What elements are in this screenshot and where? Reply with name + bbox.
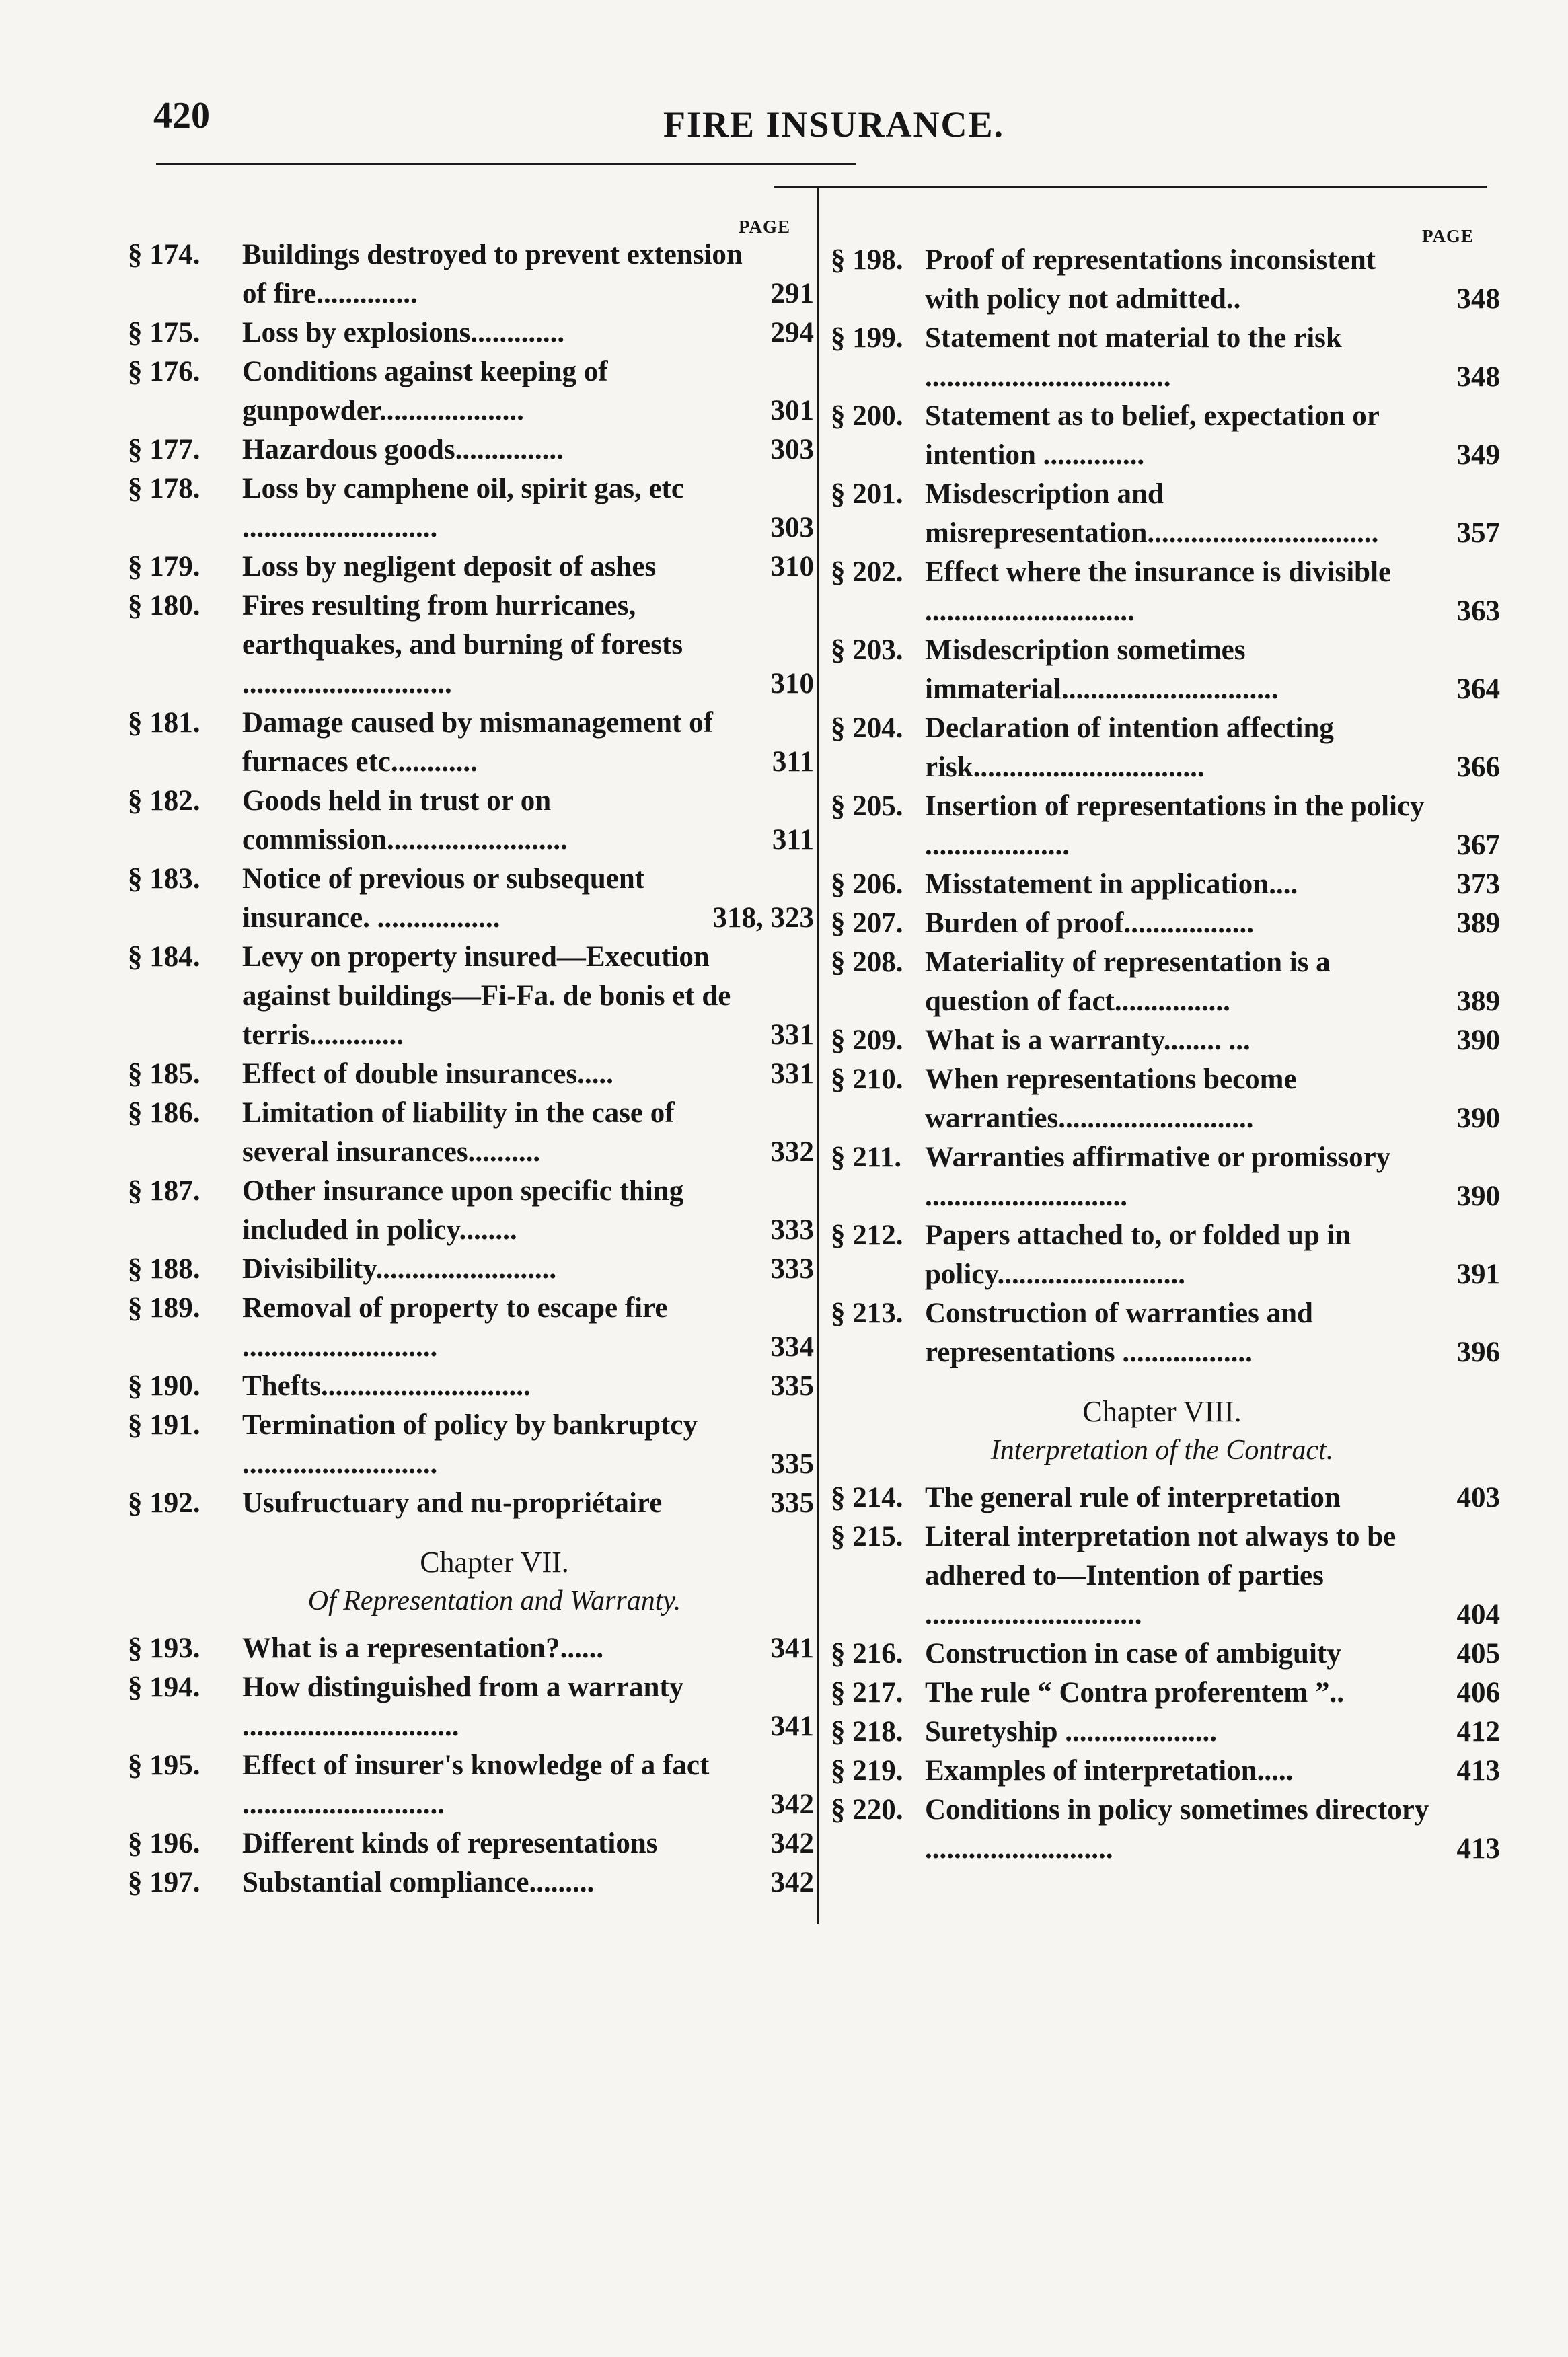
- section-number: § 201.: [831, 478, 903, 510]
- section-number: § 198.: [831, 244, 903, 276]
- section-title: Usufructuary and nu-propriétaire: [242, 1487, 663, 1519]
- section-number: § 183.: [128, 863, 200, 895]
- section-number: § 212.: [831, 1220, 903, 1251]
- section-title: Other insurance upon specific thing included in policy........: [242, 1175, 684, 1246]
- section-title: Effect of insurer's knowledge of a fact ............................: [242, 1750, 710, 1820]
- toc-entry: [128, 1863, 814, 1902]
- section-title: Declaration of intention affecting risk................................: [925, 712, 1334, 783]
- section-number: § 206.: [831, 868, 903, 900]
- section-number: § 200.: [831, 400, 903, 432]
- toc-entry: [824, 1791, 1500, 1869]
- section-number: § 204.: [831, 712, 903, 744]
- page-reference: 405: [1456, 1638, 1500, 1670]
- section-title: Effect of double insurances.....: [242, 1058, 613, 1090]
- page-reference: 331: [770, 1058, 814, 1090]
- section-number: § 180.: [128, 590, 200, 622]
- page-reference: 412: [1456, 1716, 1500, 1748]
- section-number: § 185.: [128, 1058, 200, 1090]
- section-title: Conditions against keeping of gunpowder....................: [242, 356, 608, 426]
- page-reference: 331: [770, 1019, 814, 1051]
- section-number: § 179.: [128, 551, 200, 583]
- section-title: Damage caused by mismanagement of furnaces etc............: [242, 707, 713, 778]
- section-title: Loss by camphene oil, spirit gas, etc ...........................: [242, 473, 684, 544]
- page-reference: 406: [1456, 1677, 1500, 1709]
- section-number: § 217.: [831, 1677, 903, 1709]
- page-header: [0, 94, 1568, 155]
- toc-entry: [824, 631, 1500, 709]
- toc-entry: [128, 1172, 814, 1250]
- toc-entry: [824, 1752, 1500, 1791]
- page-reference: 333: [770, 1214, 814, 1246]
- section-title: What is a warranty........ ...: [925, 1024, 1250, 1056]
- section-number: § 177.: [128, 434, 200, 465]
- page-reference: 335: [770, 1448, 814, 1480]
- page-reference: 413: [1456, 1833, 1500, 1865]
- header-rule: [774, 186, 1487, 188]
- section-number: § 174.: [128, 239, 200, 270]
- page-column-label: PAGE: [1422, 226, 1474, 246]
- section-title: Different kinds of representations: [242, 1828, 658, 1859]
- section-title: Misdescription and misrepresentation................................: [925, 478, 1379, 549]
- section-number: § 199.: [831, 322, 903, 354]
- page-reference: 396: [1456, 1337, 1500, 1368]
- toc-entry: [128, 1055, 814, 1094]
- section-title: Suretyship .....................: [925, 1716, 1218, 1748]
- section-title: Warranties affirmative or promissory ............................: [925, 1142, 1391, 1212]
- section-title: Examples of interpretation.....: [925, 1755, 1294, 1787]
- toc-entry: [824, 1674, 1500, 1713]
- section-title: Termination of policy by bankruptcy ...........................: [242, 1409, 698, 1480]
- section-number: § 210.: [831, 1063, 903, 1095]
- toc-entry: [128, 1746, 814, 1824]
- section-title: Divisibility.........................: [242, 1253, 557, 1285]
- toc-entry: [128, 860, 814, 938]
- section-title: The general rule of interpretation: [925, 1482, 1341, 1513]
- page-reference: 404: [1456, 1599, 1500, 1631]
- page-reference: 291: [770, 278, 814, 309]
- section-number: § 181.: [128, 707, 200, 739]
- section-title: The rule “ Contra proferentem ”..: [925, 1677, 1344, 1709]
- section-title: Misdescription sometimes immaterial..............................: [925, 634, 1279, 705]
- toc-entry: [824, 1518, 1500, 1635]
- section-title: Levy on property insured—Execution against buildings—Fi-Fa. de bonis et de terris.............: [242, 941, 731, 1051]
- toc-entry: [128, 1406, 814, 1484]
- toc-entry: [824, 904, 1500, 943]
- page-reference: 294: [770, 317, 814, 348]
- toc-entry: [824, 709, 1500, 787]
- section-number: § 214.: [831, 1482, 903, 1513]
- page-reference: 310: [770, 551, 814, 583]
- toc-entry: [824, 1138, 1500, 1216]
- page-reference: 364: [1456, 673, 1500, 705]
- section-number: § 208.: [831, 946, 903, 978]
- toc-entry: [128, 1484, 814, 1523]
- toc-entry: [824, 1294, 1500, 1372]
- page-reference: 348: [1456, 283, 1500, 315]
- section-title: Goods held in trust or on commission.........................: [242, 785, 568, 856]
- page-reference: 389: [1456, 985, 1500, 1017]
- toc-entry: [824, 1713, 1500, 1752]
- section-number: § 192.: [128, 1487, 200, 1519]
- page-reference: 335: [770, 1487, 814, 1519]
- section-number: § 184.: [128, 941, 200, 973]
- page-reference: 341: [770, 1633, 814, 1664]
- chapter-subtitle: Interpretation of the Contract.: [990, 1435, 1334, 1466]
- section-number: § 193.: [128, 1633, 200, 1664]
- page-reference: 332: [770, 1136, 814, 1168]
- page-reference: 403: [1456, 1482, 1500, 1513]
- column-divider: [817, 188, 819, 1924]
- page-reference: 391: [1456, 1259, 1500, 1290]
- page-reference: 318, 323: [712, 902, 814, 934]
- section-title: Substantial compliance.........: [242, 1867, 595, 1898]
- page-reference: 367: [1456, 829, 1500, 861]
- section-title: What is a representation?......: [242, 1633, 604, 1664]
- section-number: § 189.: [128, 1292, 200, 1324]
- section-title: Notice of previous or subsequent insurance. .................: [242, 863, 645, 934]
- section-title: Insertion of representations in the policy ....................: [925, 790, 1425, 861]
- section-number: § 191.: [128, 1409, 200, 1441]
- section-title: Removal of property to escape fire ...........................: [242, 1292, 668, 1363]
- page-reference: 366: [1456, 751, 1500, 783]
- section-number: § 195.: [128, 1750, 200, 1781]
- page-reference: 373: [1456, 868, 1500, 900]
- toc-entry: [128, 704, 814, 782]
- chapter-heading: Chapter VII.: [420, 1546, 569, 1579]
- page-reference: 349: [1456, 439, 1500, 471]
- page-reference: 303: [770, 512, 814, 544]
- toc-entry: [128, 431, 814, 470]
- section-number: § 176.: [128, 356, 200, 387]
- section-title: Burden of proof..................: [925, 907, 1254, 939]
- section-title: Construction in case of ambiguity: [925, 1638, 1341, 1670]
- section-title: Papers attached to, or folded up in policy..........................: [925, 1220, 1351, 1290]
- header-rule: [156, 163, 856, 165]
- section-number: § 215.: [831, 1521, 903, 1552]
- section-number: § 197.: [128, 1867, 200, 1898]
- toc-entry: [824, 397, 1500, 475]
- toc-entry: [128, 1289, 814, 1367]
- section-title: Thefts.............................: [242, 1370, 531, 1402]
- section-title: How distinguished from a warranty ..............................: [242, 1672, 684, 1742]
- toc-entry: [824, 787, 1500, 865]
- page-reference: 348: [1456, 361, 1500, 393]
- section-title: Proof of representations inconsistent with policy not admitted..: [925, 244, 1376, 315]
- toc-entry: [128, 1367, 814, 1406]
- page-reference: 334: [770, 1331, 814, 1363]
- section-number: § 188.: [128, 1253, 200, 1285]
- toc-entry: [128, 587, 814, 704]
- section-number: § 219.: [831, 1755, 903, 1787]
- section-title: Loss by negligent deposit of ashes: [242, 551, 657, 583]
- toc-entry: [824, 1021, 1500, 1060]
- toc-entry: [128, 313, 814, 352]
- section-number: § 220.: [831, 1794, 903, 1826]
- toc-entry: [128, 1824, 814, 1863]
- section-number: § 178.: [128, 473, 200, 504]
- toc-left-column: [128, 235, 814, 1902]
- toc-entry: [824, 1216, 1500, 1294]
- page-reference: 342: [770, 1828, 814, 1859]
- section-title: Misstatement in application....: [925, 868, 1298, 900]
- toc-entry: [128, 235, 814, 313]
- page-reference: 390: [1456, 1181, 1500, 1212]
- page-reference: 390: [1456, 1102, 1500, 1134]
- toc-entry: [824, 241, 1500, 319]
- page-reference: 310: [770, 668, 814, 700]
- toc-entry: [128, 548, 814, 587]
- section-number: § 213.: [831, 1298, 903, 1329]
- section-number: § 205.: [831, 790, 903, 822]
- section-number: § 216.: [831, 1638, 903, 1670]
- page-reference: 413: [1456, 1755, 1500, 1787]
- section-number: § 218.: [831, 1716, 903, 1748]
- section-number: § 190.: [128, 1370, 200, 1402]
- toc-entry: [128, 352, 814, 431]
- page-reference: 342: [770, 1867, 814, 1898]
- page-reference: 357: [1456, 517, 1500, 549]
- toc-entry: [128, 1668, 814, 1746]
- chapter-subtitle: Of Representation and Warranty.: [307, 1585, 681, 1616]
- toc-entry: [128, 1250, 814, 1289]
- page-reference: 301: [770, 395, 814, 426]
- section-title: Loss by explosions.............: [242, 317, 565, 348]
- toc-entry: [128, 1094, 814, 1172]
- section-title: When representations become warranties...........................: [925, 1063, 1297, 1134]
- section-title: Buildings destroyed to prevent extension of fire..............: [242, 239, 743, 309]
- toc-entry: [824, 475, 1500, 553]
- section-number: § 182.: [128, 785, 200, 817]
- section-number: § 175.: [128, 317, 200, 348]
- toc-entry: [824, 1479, 1500, 1518]
- section-title: Statement as to belief, expectation or intention ..............: [925, 400, 1380, 471]
- section-number: § 187.: [128, 1175, 200, 1207]
- section-number: § 203.: [831, 634, 903, 666]
- page-reference: 341: [770, 1711, 814, 1742]
- section-title: Materiality of representation is a question of fact................: [925, 946, 1331, 1017]
- toc-entry: [824, 553, 1500, 631]
- page-reference: 311: [772, 746, 814, 778]
- toc-entry: [824, 1060, 1500, 1138]
- chapter-heading: Chapter VIII.: [1082, 1395, 1242, 1428]
- toc-entry: [128, 782, 814, 860]
- toc-entry: [128, 938, 814, 1055]
- toc-entry: [824, 1635, 1500, 1674]
- section-title: Construction of warranties and representations ..................: [925, 1298, 1313, 1368]
- page-reference: 390: [1456, 1024, 1500, 1056]
- page-reference: 389: [1456, 907, 1500, 939]
- page-reference: 335: [770, 1370, 814, 1402]
- section-title: Statement not material to the risk ..................................: [925, 322, 1342, 393]
- toc-entry: [128, 1629, 814, 1668]
- toc-right-column: [824, 241, 1500, 1869]
- section-title: Fires resulting from hurricanes, earthquakes, and burning of forests .............................: [242, 590, 683, 700]
- toc-entry: [824, 319, 1500, 397]
- section-number: § 202.: [831, 556, 903, 588]
- page-column-label: PAGE: [739, 217, 790, 237]
- page-reference: 363: [1456, 595, 1500, 627]
- page-reference: 333: [770, 1253, 814, 1285]
- toc-entry: [824, 943, 1500, 1021]
- section-title: Effect where the insurance is divisible .............................: [925, 556, 1392, 627]
- section-number: § 196.: [128, 1828, 200, 1859]
- section-number: § 194.: [128, 1672, 200, 1703]
- section-title: Conditions in policy sometimes directory ..........................: [925, 1794, 1429, 1865]
- section-number: § 186.: [128, 1097, 200, 1129]
- page-number: 420: [153, 95, 210, 137]
- section-title: Limitation of liability in the case of several insurances..........: [242, 1097, 675, 1168]
- section-number: § 211.: [831, 1142, 902, 1173]
- section-number: § 209.: [831, 1024, 903, 1056]
- section-title: Literal interpretation not always to be adhered to—Intention of parties ..............................: [925, 1521, 1396, 1631]
- section-number: § 207.: [831, 907, 903, 939]
- page-reference: 311: [772, 824, 814, 856]
- section-title: Hazardous goods...............: [242, 434, 564, 465]
- page-reference: 303: [770, 434, 814, 465]
- page-reference: 342: [770, 1789, 814, 1820]
- running-title: FIRE INSURANCE.: [663, 104, 1005, 145]
- toc-entry: [128, 470, 814, 548]
- toc-entry: [824, 865, 1500, 904]
